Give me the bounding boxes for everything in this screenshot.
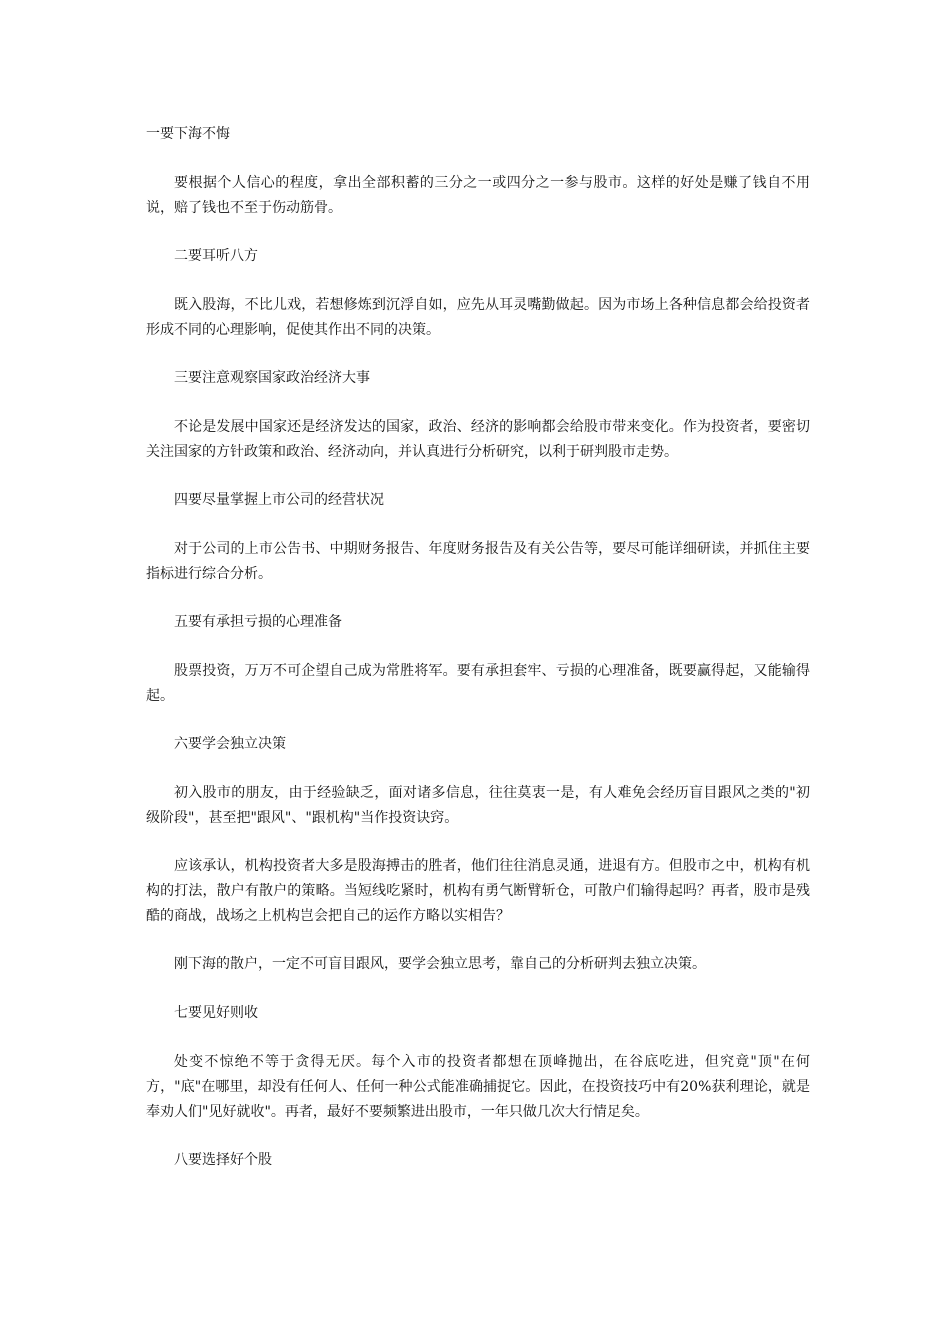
section-heading: 八要选择好个股 xyxy=(174,1152,272,1168)
paragraph: 既入股海，不比儿戏，若想修炼到沉浮自如，应先从耳灵嘴勤做起。因为市场上各种信息都会给投资者形成不同的心理影响，促使其作出不同的决策。 xyxy=(146,297,810,338)
document-body xyxy=(146,122,810,1173)
paragraph: 刚下海的散户，一定不可盲目跟风，要学会独立思考，靠自己的分析研判去独立决策。 xyxy=(174,956,706,972)
section-heading: 二要耳听八方 xyxy=(174,248,258,264)
paragraph: 处变不惊绝不等于贪得无厌。每个入市的投资者都想在顶峰抛出，在谷底吃进，但究竟"顶"在何方，"底"在哪里，却没有任何人、任何一种公式能准确捕捉它。因此，在投资技巧中有20%获利理论，就是奉劝人们"见好就收"。再者，最好不要频繁进出股市，一年只做几次大行情足矣。 xyxy=(146,1054,810,1120)
section-heading: 四要尽量掌握上市公司的经营状况 xyxy=(174,492,384,508)
section-heading: 五要有承担亏损的心理准备 xyxy=(174,614,342,630)
section-heading: 一要下海不悔 xyxy=(146,126,230,142)
paragraph: 股票投资，万万不可企望自己成为常胜将军。要有承担套牢、亏损的心理准备，既要赢得起，又能输得起。 xyxy=(146,663,810,704)
paragraph: 初入股市的朋友，由于经验缺乏，面对诸多信息，往往莫衷一是，有人难免会经历盲目跟风之类的"初级阶段"，甚至把"跟风"、"跟机构"当作投资诀窍。 xyxy=(146,785,810,826)
paragraph: 对于公司的上市公告书、中期财务报告、年度财务报告及有关公告等，要尽可能详细研读，并抓住主要指标进行综合分析。 xyxy=(146,541,810,582)
paragraph: 要根据个人信心的程度，拿出全部积蓄的三分之一或四分之一参与股市。这样的好处是赚了钱自不用说，赔了钱也不至于伤动筋骨。 xyxy=(146,175,810,216)
paragraph: 不论是发展中国家还是经济发达的国家，政治、经济的影响都会给股市带来变化。作为投资者，要密切关注国家的方针政策和政治、经济动向，并认真进行分析研究，以利于研判股市走势。 xyxy=(146,419,810,460)
section-heading: 七要见好则收 xyxy=(174,1005,258,1021)
section-heading: 三要注意观察国家政治经济大事 xyxy=(174,370,370,386)
section-heading: 六要学会独立决策 xyxy=(174,736,286,752)
paragraph: 应该承认，机构投资者大多是股海搏击的胜者，他们往往消息灵通，进退有方。但股市之中，机构有机构的打法，散户有散户的策略。当短线吃紧时，机构有勇气断臂斩仓，可散户们输得起吗？再者，股市是残酷的商战，战场之上机构岂会把自己的运作方略以实相告？ xyxy=(146,858,810,924)
